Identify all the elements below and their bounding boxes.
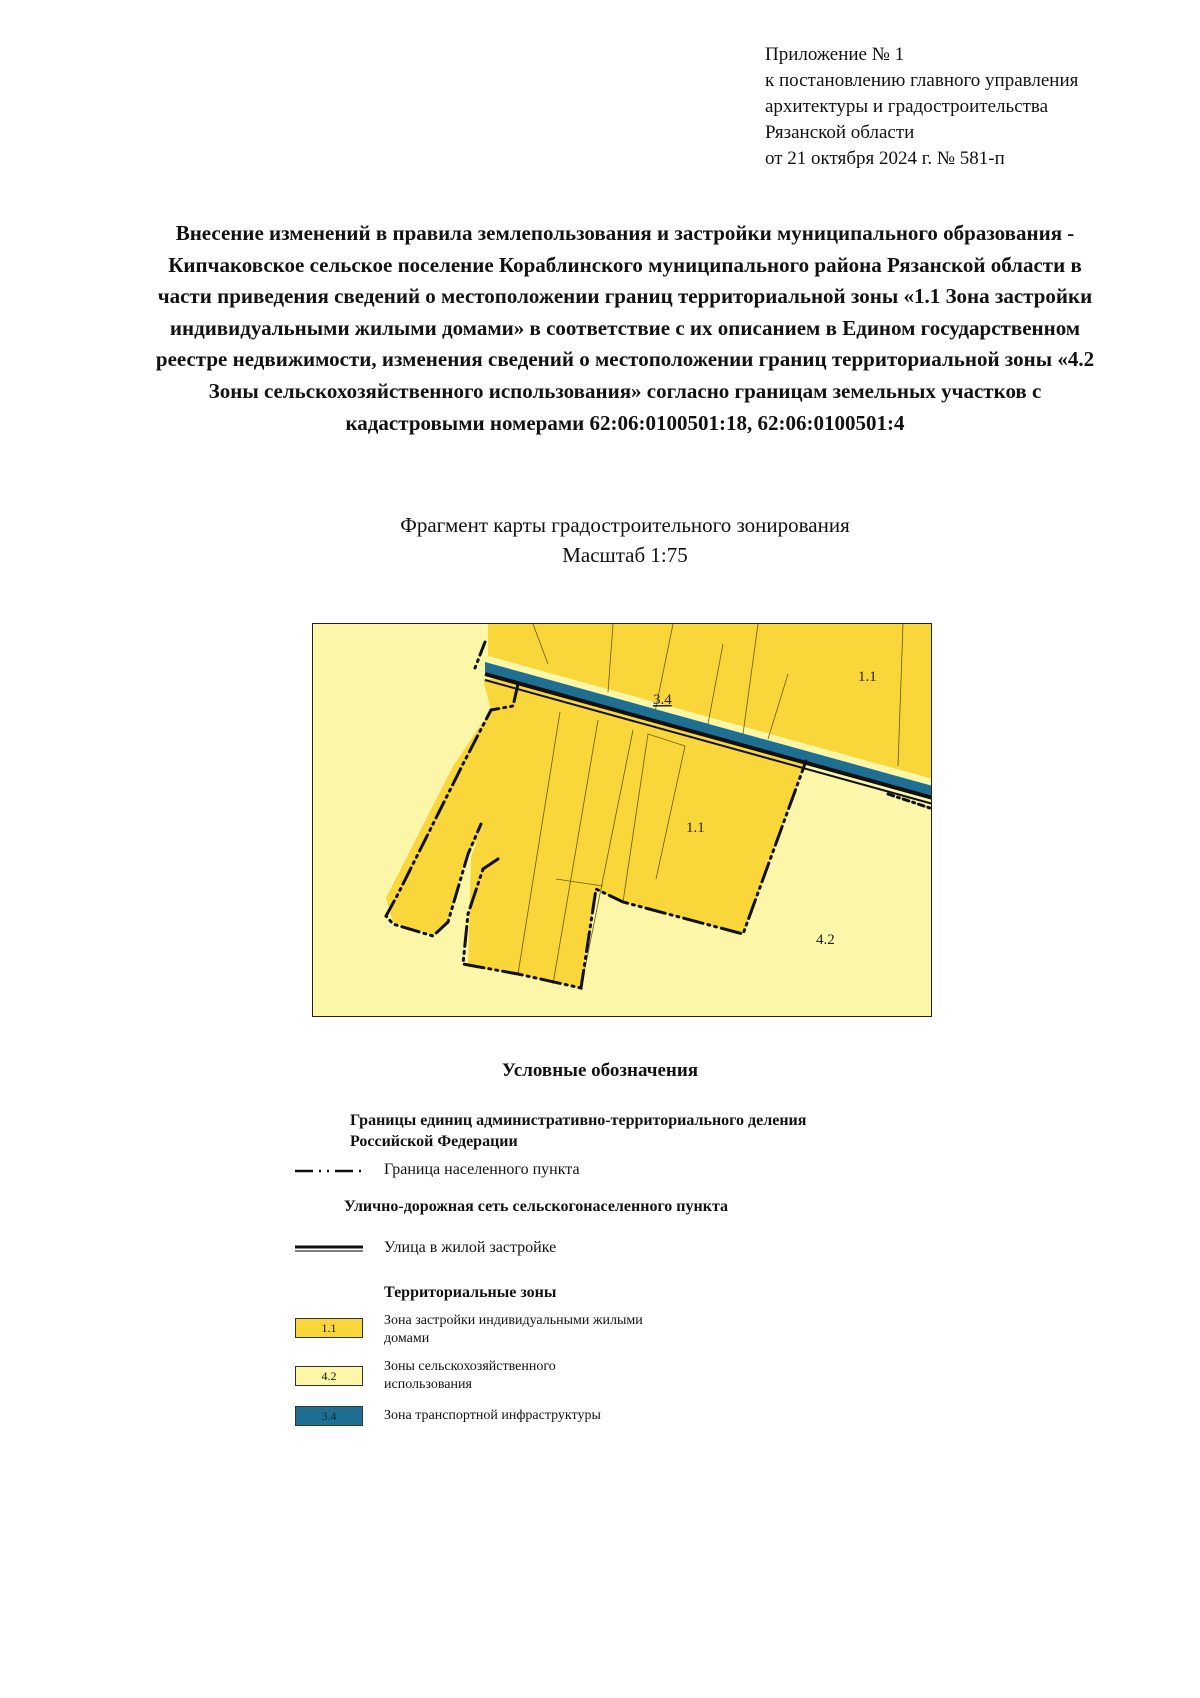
legend-zone-agricultural-label: Зоны сельскохозяйственного использования <box>384 1359 556 1392</box>
annex-header <box>765 42 1078 172</box>
legend-street-label: Улица в жилой застройке <box>384 1239 557 1256</box>
map-caption: Фрагмент карты градостроительного зонирования <box>400 513 850 537</box>
legend-street-symbol <box>293 1244 365 1254</box>
map-label-zone-1-1-south: 1.1 <box>686 820 705 836</box>
zoning-map-canvas <box>313 624 932 1017</box>
document-title: Внесение изменений в правила землепользования и застройки муниципального образования - Кипчаковское сельское поселение Кораблинского муниципального района Рязанской области в части приведения сведений о местоположении границ территориальной зоны «1.1 Зона застройки индивидуальными жилыми домами» в соответствие с их описанием в Едином государственном реестре недвижимости, изменения сведений о местоположении границ территориальной зоны «4.2 Зоны сельскохозяйственного использования» согласно границам земельных участков с кадастровыми номерами 62:06:0100501:18, 62:06:0100501:4 <box>155 221 1095 435</box>
map-label-zone-3-4: 3.4 <box>653 692 672 708</box>
annex-line: Рязанской области <box>765 122 915 143</box>
map-label-zone-1-1-north: 1.1 <box>858 669 877 685</box>
legend-section-admin: Границы единиц административно-территориального деления Российской Федерации <box>350 1112 807 1150</box>
legend-settlement-border-label: Граница населенного пункта <box>384 1161 580 1178</box>
map-scale: Масштаб 1:75 <box>562 543 688 567</box>
legend-title: Условные обозначения <box>501 1060 699 1081</box>
legend-swatch-agricultural: 4.2 <box>295 1366 363 1386</box>
legend-zone-transport-label: Зона транспортной инфраструктуры <box>384 1408 601 1423</box>
annex-line: архитектуры и градостроительства <box>765 96 1049 117</box>
legend-section-zones: Территориальные зоны <box>384 1284 557 1301</box>
annex-line: к постановлению главного управления <box>765 70 1079 91</box>
legend-zone-residential-label: Зона застройки индивидуальными жилыми домами <box>384 1313 643 1346</box>
legend-swatch-transport: 3.4 <box>295 1406 363 1426</box>
zoning-map <box>312 623 932 1017</box>
legend-section-road: Улично-дорожная сеть сельскогонаселенного пункта <box>344 1198 729 1215</box>
legend-swatch-residential: 1.1 <box>295 1318 363 1338</box>
legend-settlement-border-symbol <box>293 1166 369 1176</box>
annex-line: Приложение № 1 <box>765 44 905 65</box>
map-label-zone-4-2: 4.2 <box>816 932 835 948</box>
map-subtitle <box>150 510 1100 570</box>
annex-line: от 21 октября 2024 г. № 581-п <box>765 148 1005 169</box>
